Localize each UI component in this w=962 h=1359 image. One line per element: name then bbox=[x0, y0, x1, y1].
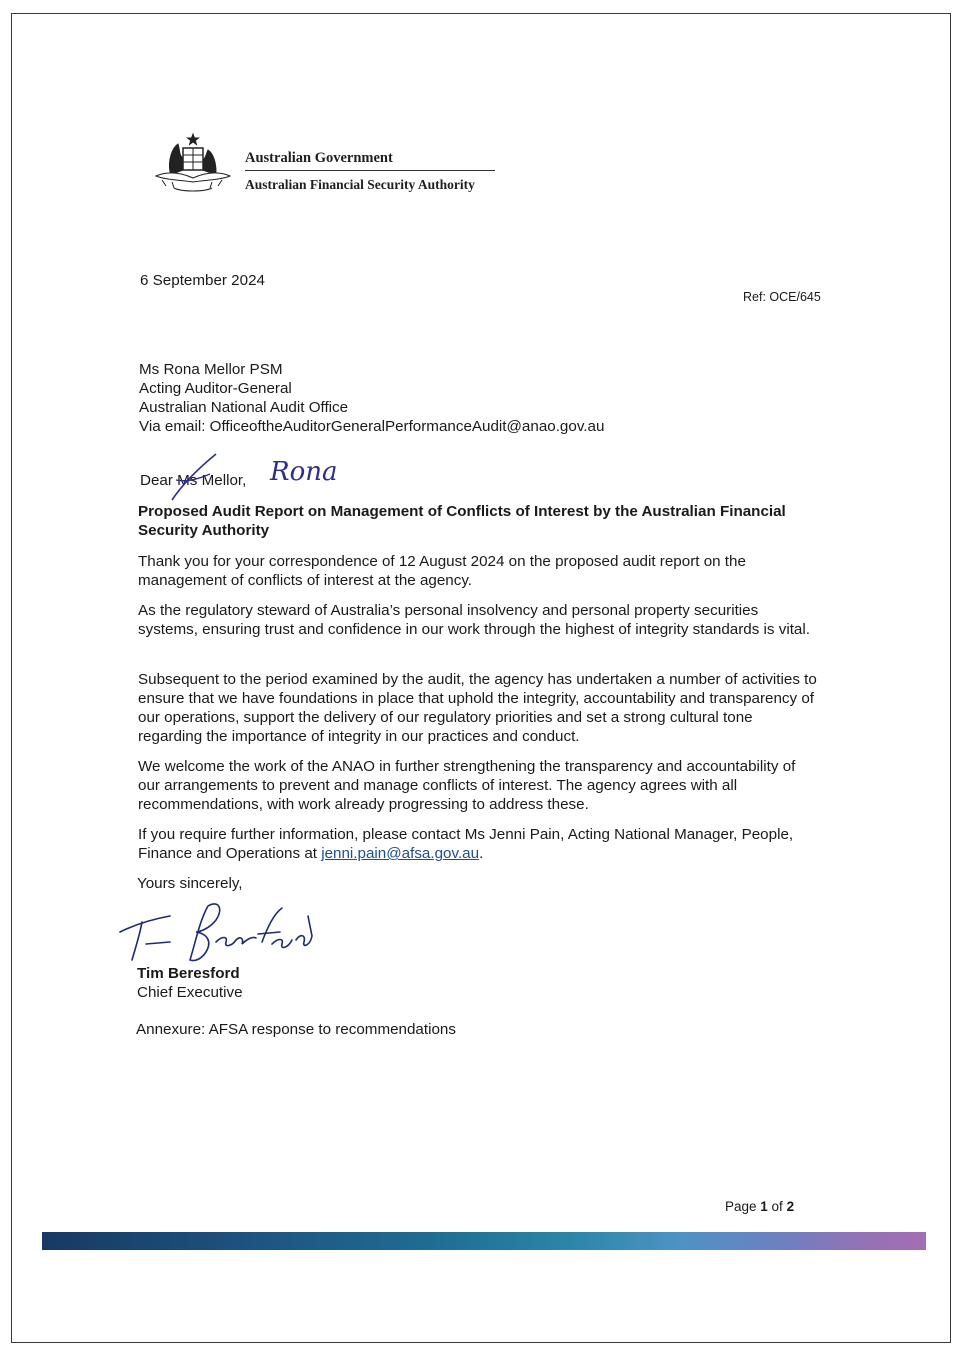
contact-end: . bbox=[479, 845, 484, 862]
footer-colour-band bbox=[42, 1232, 926, 1250]
page-number bbox=[725, 1199, 794, 1214]
salutation: Dear Ms Mellor, bbox=[140, 472, 247, 489]
letterhead bbox=[150, 130, 500, 200]
signatory-title: Chief Executive bbox=[137, 984, 243, 1001]
coat-of-arms-icon bbox=[150, 130, 236, 198]
agency-name: Australian Financial Security Authority bbox=[245, 177, 475, 192]
paragraph-1: Thank you for your correspondence of 12 August 2024 on the proposed audit report on the management of conflicts of interest at the agency. bbox=[138, 553, 746, 589]
government-name: Australian Government bbox=[245, 150, 393, 166]
recipient-organisation: Australian National Audit Office bbox=[139, 399, 349, 416]
paragraph-3: Subsequent to the period examined by the audit, the agency has undertaken a number of activities to ensure that we have foundations in place that uphold the integrity, accountability and transparency of our operations, support the delivery of our regulatory priorities and set a strong cultural tone regarding the importance of integrity in our practices and conduct. bbox=[138, 671, 817, 745]
closing: Yours sincerely, bbox=[137, 875, 243, 892]
annexure-note: Annexure: AFSA response to recommendations bbox=[136, 1021, 456, 1038]
signatory-name: Tim Beresford bbox=[137, 965, 240, 982]
paragraph-2: As the regulatory steward of Australia’s personal insolvency and personal property securities systems, ensuring trust and confidence in our work through the highest of integrity standards is vital. bbox=[138, 602, 810, 638]
recipient-email: Via email: OfficeoftheAuditorGeneralPerformanceAudit@anao.gov.au bbox=[139, 418, 605, 435]
contact-paragraph bbox=[138, 825, 798, 863]
recipient-title: Acting Auditor-General bbox=[139, 380, 292, 397]
page-middle: of bbox=[767, 1199, 787, 1214]
handwritten-salutation: Rona bbox=[270, 457, 338, 487]
page-prefix: Page bbox=[725, 1199, 761, 1214]
salutation-handwriting bbox=[166, 446, 356, 506]
paragraph-4: We welcome the work of the ANAO in further strengthening the transparency and accountability of our arrangements to prevent and manage conflicts of interest. The agency agrees with all recommendations, with work already progressing to address these. bbox=[138, 758, 796, 813]
reference-number: Ref: OCE/645 bbox=[743, 290, 821, 304]
letterhead-divider bbox=[245, 170, 495, 171]
letter-subject: Proposed Audit Report on Management of Conflicts of Interest by the Australian Financial Security Authority bbox=[138, 503, 786, 539]
letter-date: 6 September 2024 bbox=[140, 272, 265, 289]
page-total: 2 bbox=[786, 1199, 795, 1214]
page-current: 1 bbox=[760, 1199, 768, 1214]
contact-email-link[interactable]: jenni.pain@afsa.gov.au bbox=[321, 845, 480, 862]
recipient-name: Ms Rona Mellor PSM bbox=[139, 361, 283, 378]
contact-text: If you require further information, please contact Ms Jenni Pain, Acting National Manager, People, Finance and Operations at bbox=[138, 826, 794, 862]
